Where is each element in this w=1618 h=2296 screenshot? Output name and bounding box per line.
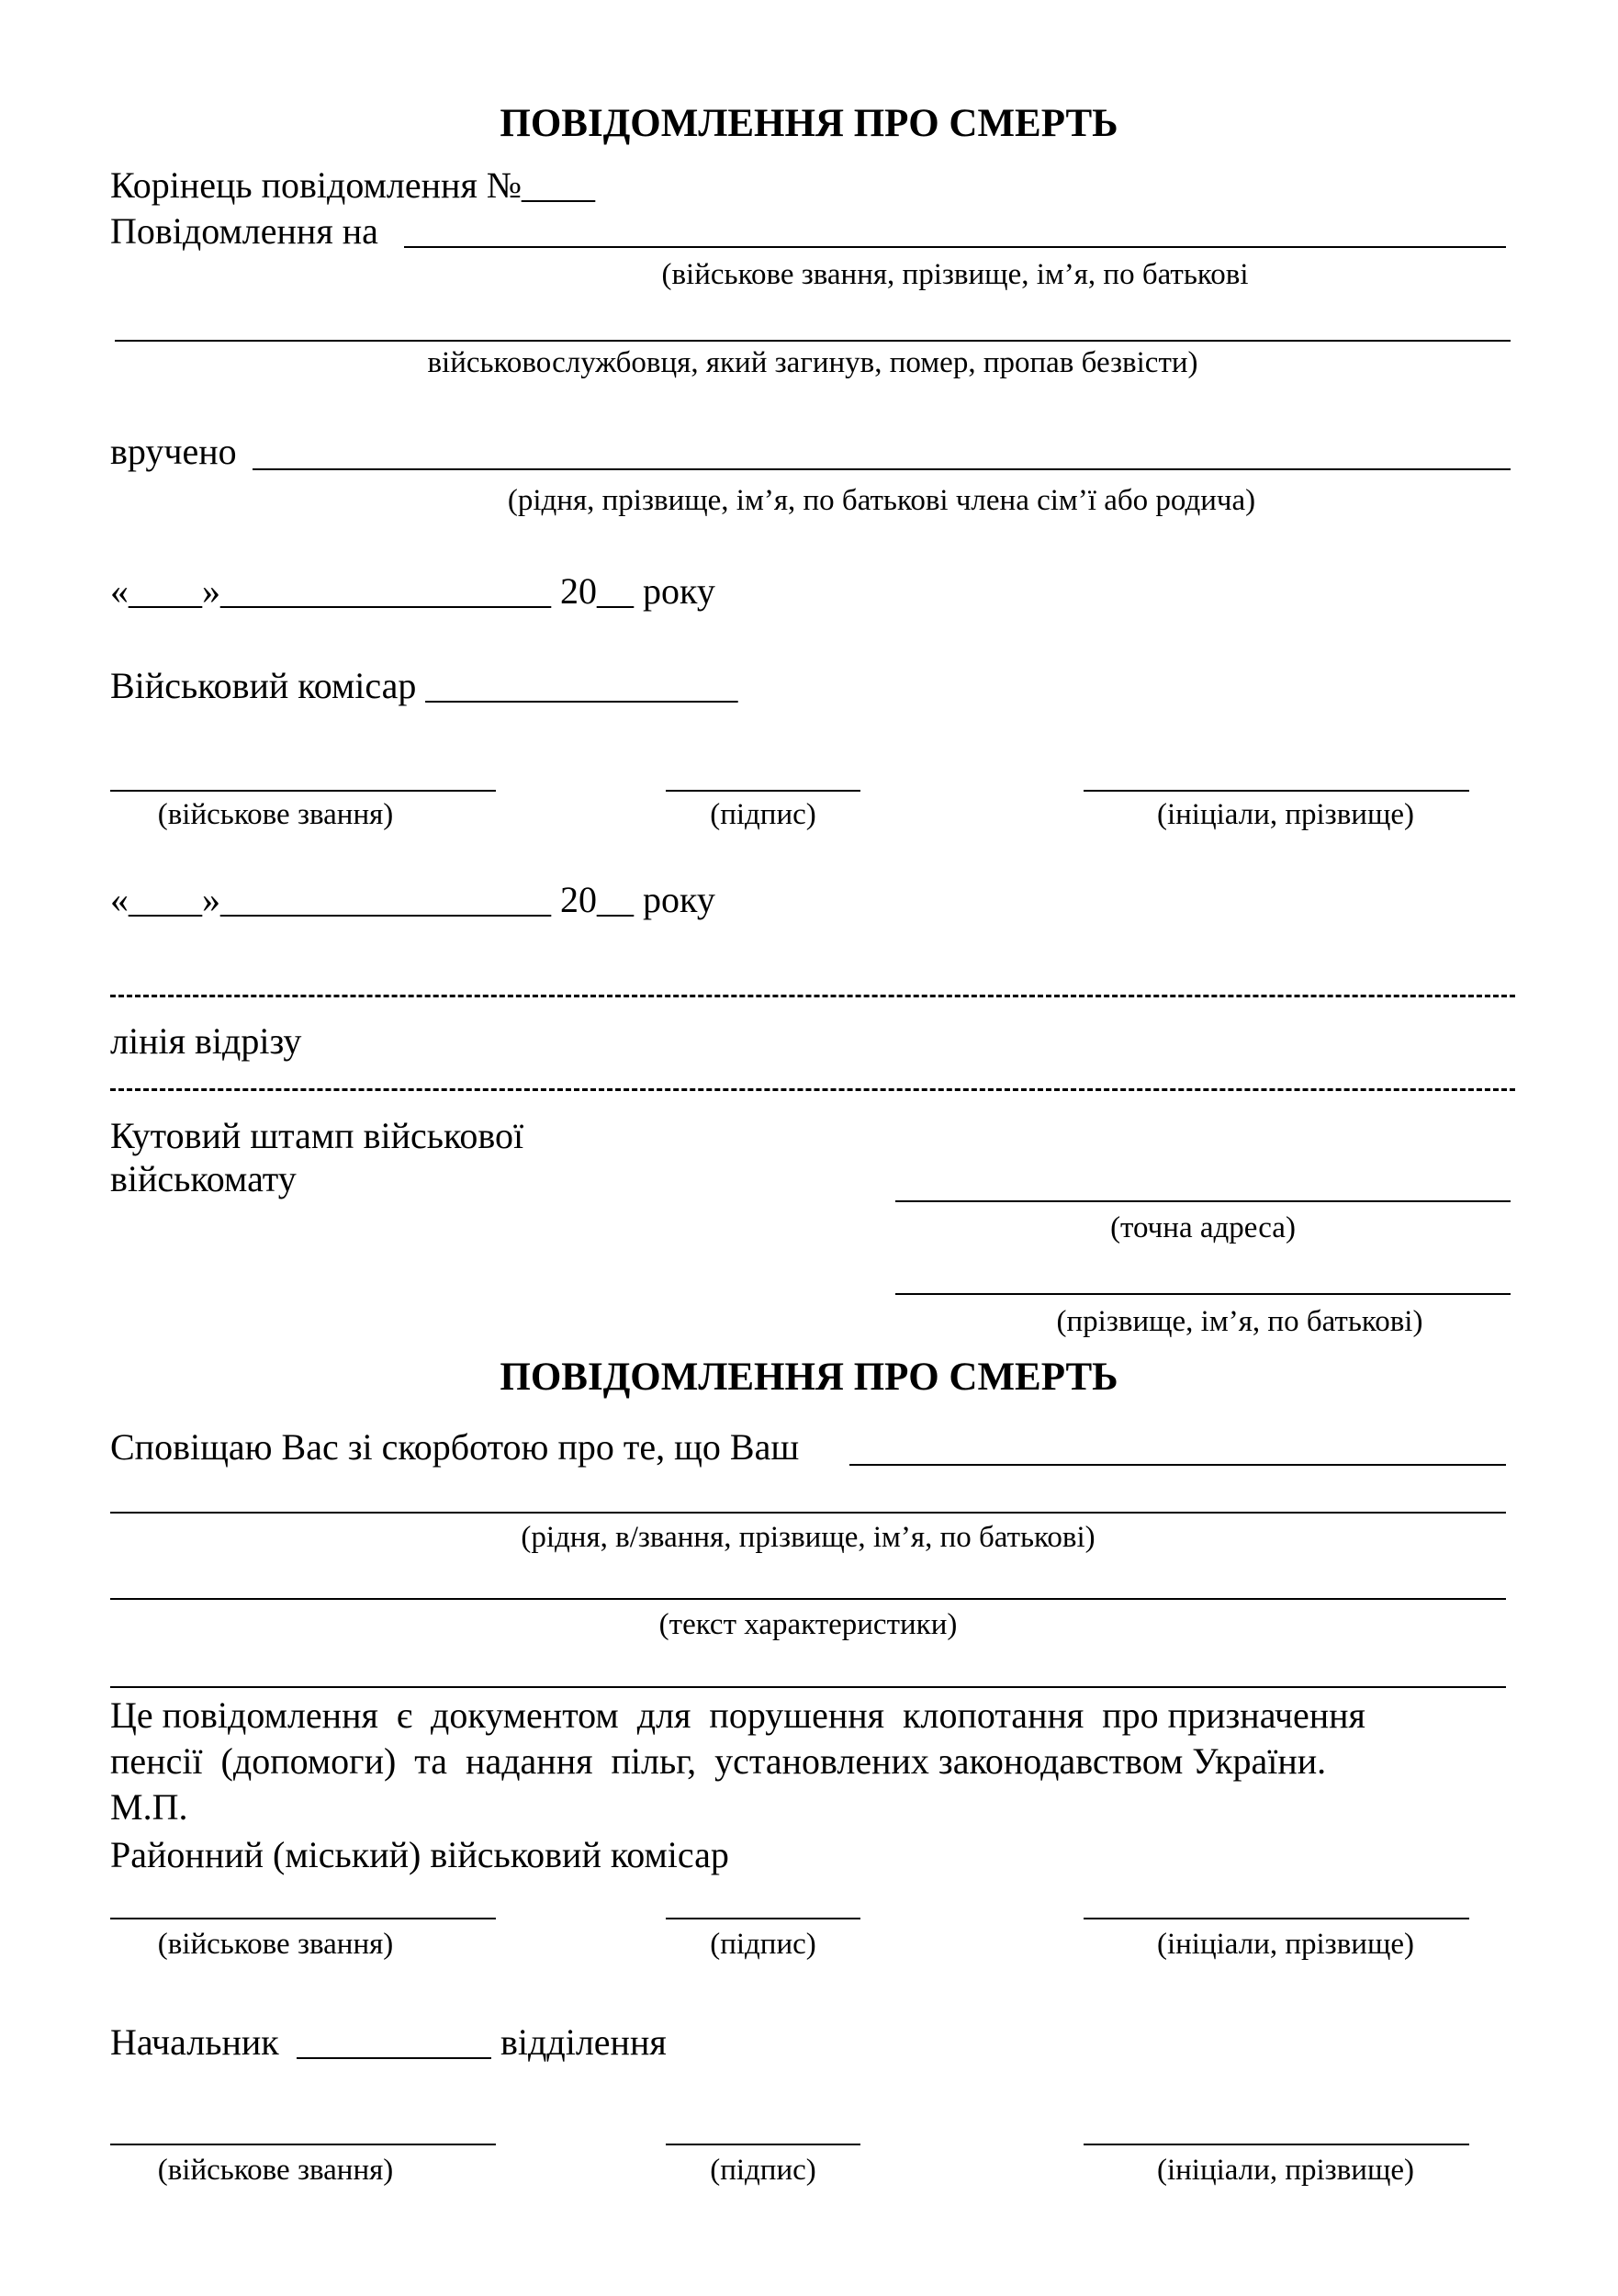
address-field[interactable] <box>895 1200 1511 1202</box>
department-label: відділення <box>500 2021 667 2063</box>
district-commissar-label: Районний (міський) військовий комісар <box>110 1834 729 1875</box>
signature-caption: (підпис) <box>710 798 816 831</box>
characteristics-field[interactable] <box>110 1598 1506 1600</box>
signature-line-3[interactable] <box>666 2144 860 2145</box>
stamp-label-1: Кутовий штамп військової <box>110 1115 524 1156</box>
characteristics-caption: (текст характеристики) <box>658 1608 958 1641</box>
document-text-1: Це повідомлення є документом для порушення клопотання про призначення <box>110 1694 1365 1736</box>
rank-signature-line-2[interactable] <box>110 1918 496 1919</box>
stamp-label-2: військомату <box>110 1158 297 1199</box>
rank-caption-2: (військове звання) <box>157 1928 394 1961</box>
serviceman-caption-2: військовослужбовця, який загинув, помер, пропав безвісти) <box>427 346 1198 379</box>
address-caption: (точна адреса) <box>1110 1211 1296 1244</box>
initials-caption-2: (ініціали, прізвище) <box>1156 1928 1415 1961</box>
notice-to-label: Повідомлення на <box>110 210 378 252</box>
date-line-1: «____»__________________ 20__ року <box>110 570 715 612</box>
notify-relative-field[interactable] <box>849 1464 1506 1466</box>
characteristics-field-2[interactable] <box>110 1686 1506 1688</box>
rank-caption-3: (військове звання) <box>157 2154 394 2187</box>
relative-name-field[interactable] <box>253 468 1511 470</box>
relative-rank-caption: (рідня, в/звання, прізвище, ім’я, по батькові) <box>521 1521 1096 1554</box>
cut-dashed-line-top <box>110 995 1515 997</box>
cut-line-label: лінія відрізу <box>110 1020 302 1062</box>
relative-caption: (рідня, прізвище, ім’я, по батькові члена сім’ї або родича) <box>507 484 1256 517</box>
initials-signature-line[interactable] <box>1084 790 1469 792</box>
notify-text: Сповіщаю Вас зі скорботою про те, що Ваш <box>110 1426 800 1468</box>
initials-signature-line-3[interactable] <box>1084 2144 1469 2145</box>
commissar-label: Військовий комісар _________________ <box>110 665 738 706</box>
notice-title-top: ПОВІДОМЛЕННЯ ПРО СМЕРТЬ <box>500 102 1118 145</box>
notice-title-bottom: ПОВІДОМЛЕННЯ ПРО СМЕРТЬ <box>500 1356 1118 1399</box>
initials-signature-line-2[interactable] <box>1084 1918 1469 1919</box>
initials-caption-3: (ініціали, прізвище) <box>1156 2154 1415 2187</box>
rank-signature-line-3[interactable] <box>110 2144 496 2145</box>
rank-caption: (військове звання) <box>157 798 394 831</box>
cut-dashed-line-bottom <box>110 1088 1515 1091</box>
delivered-label: вручено <box>110 431 237 472</box>
signature-line-2[interactable] <box>666 1918 860 1919</box>
recipient-name-caption: (прізвище, ім’я, по батькові) <box>1056 1305 1423 1338</box>
date-line-2: «____»__________________ 20__ року <box>110 879 715 920</box>
stub-number-label: Корінець повідомлення №____ <box>110 164 596 206</box>
signature-caption-2: (підпис) <box>710 1928 816 1961</box>
signature-caption-3: (підпис) <box>710 2154 816 2187</box>
serviceman-name-field-2[interactable] <box>115 340 1511 342</box>
department-name-field[interactable] <box>297 2057 491 2059</box>
chief-label: Начальник <box>110 2021 279 2063</box>
seal-placeholder: М.П. <box>110 1786 188 1828</box>
relative-rank-field[interactable] <box>110 1512 1506 1514</box>
serviceman-caption-1: (військове звання, прізвище, ім’я, по батькові <box>661 258 1249 291</box>
document-text-2: пенсії (допомоги) та надання пільг, установлених законодавством України. <box>110 1740 1327 1782</box>
initials-caption: (ініціали, прізвище) <box>1156 798 1415 831</box>
signature-line[interactable] <box>666 790 860 792</box>
serviceman-name-field[interactable] <box>404 246 1506 248</box>
recipient-name-field[interactable] <box>895 1293 1511 1295</box>
rank-signature-line[interactable] <box>110 790 496 792</box>
